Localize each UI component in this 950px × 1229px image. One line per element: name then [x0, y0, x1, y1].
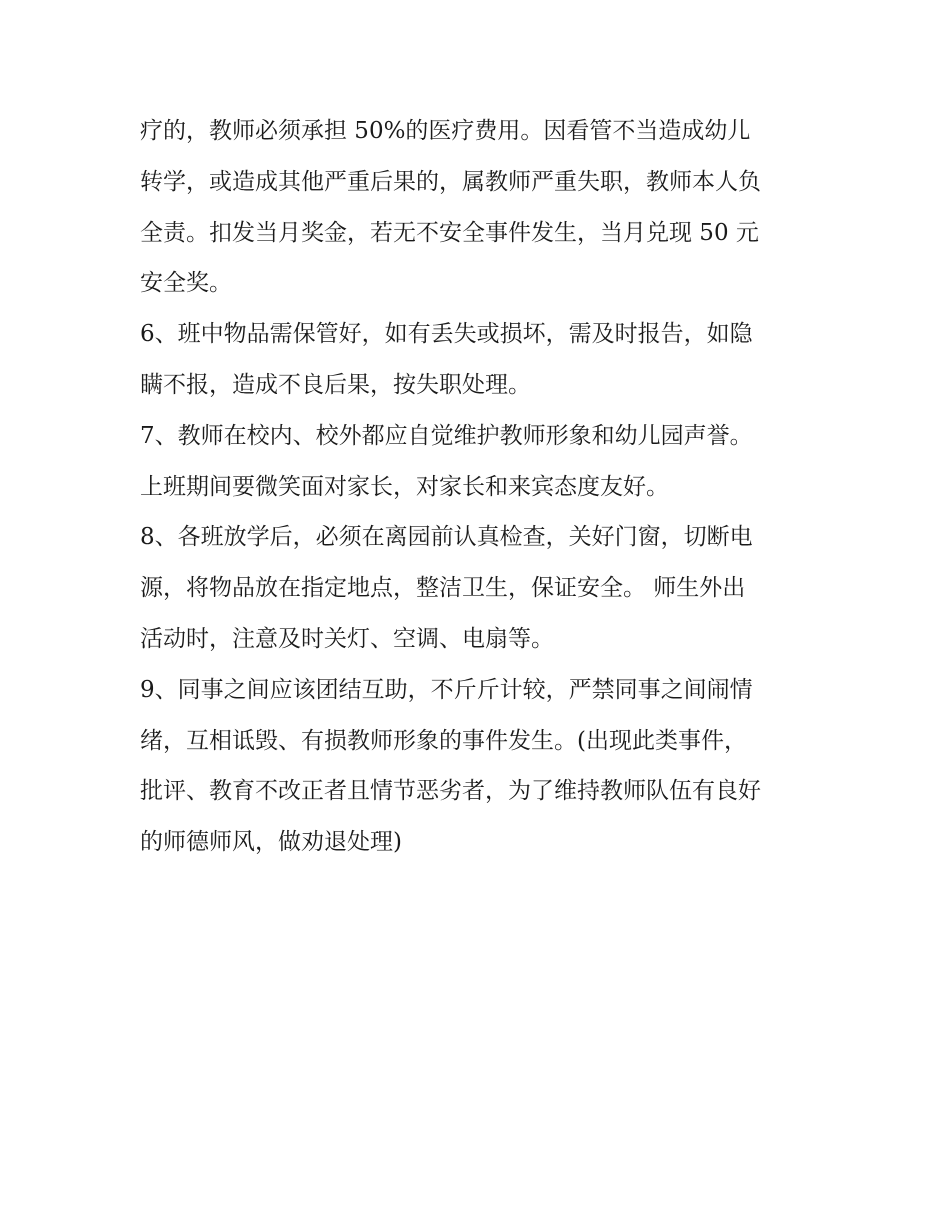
text-line: 源，将物品放在指定地点，整洁卫生，保证安全。 师生外出 — [140, 575, 746, 602]
text-line: 的师德师风，做劝退处理) — [140, 829, 402, 856]
text-line: 批评、教育不改正者且情节恶劣者，为了维持教师队伍有良好 — [140, 778, 761, 805]
text-line: 活动时，注意及时关灯、空调、电扇等。 — [140, 625, 554, 652]
text-line: 6、班中物品需保管好，如有丢失或损坏，需及时报告，如隐 — [140, 321, 753, 348]
text-line: 绪，互相诋毁、有损教师形象的事件发生。(出现此类事件， — [140, 727, 747, 754]
text-line: 7、教师在校内、校外都应自觉维护教师形象和幼儿园声誉。 — [140, 422, 753, 449]
document-body — [140, 106, 820, 868]
text-line: 8、各班放学后，必须在离园前认真检查，关好门窗，切断电 — [140, 524, 753, 551]
text-line: 9、同事之间应该团结互助，不斤斤计较，严禁同事之间闹情 — [140, 676, 753, 703]
text-line: 上班期间要微笑面对家长，对家长和来宾态度友好。 — [140, 473, 669, 500]
text-line: 安全奖。 — [140, 270, 232, 297]
text-line: 全责。扣发当月奖金，若无不安全事件发生，当月兑现 50 元 — [140, 219, 759, 246]
text-line: 疗的，教师必须承担 50%的医疗费用。因看管不当造成幼儿 — [140, 118, 751, 144]
text-line: 瞒不报，造成不良后果，按失职处理。 — [140, 371, 531, 398]
text-line: 转学，或造成其他严重后果的，属教师严重失职，教师本人负 — [140, 168, 761, 195]
